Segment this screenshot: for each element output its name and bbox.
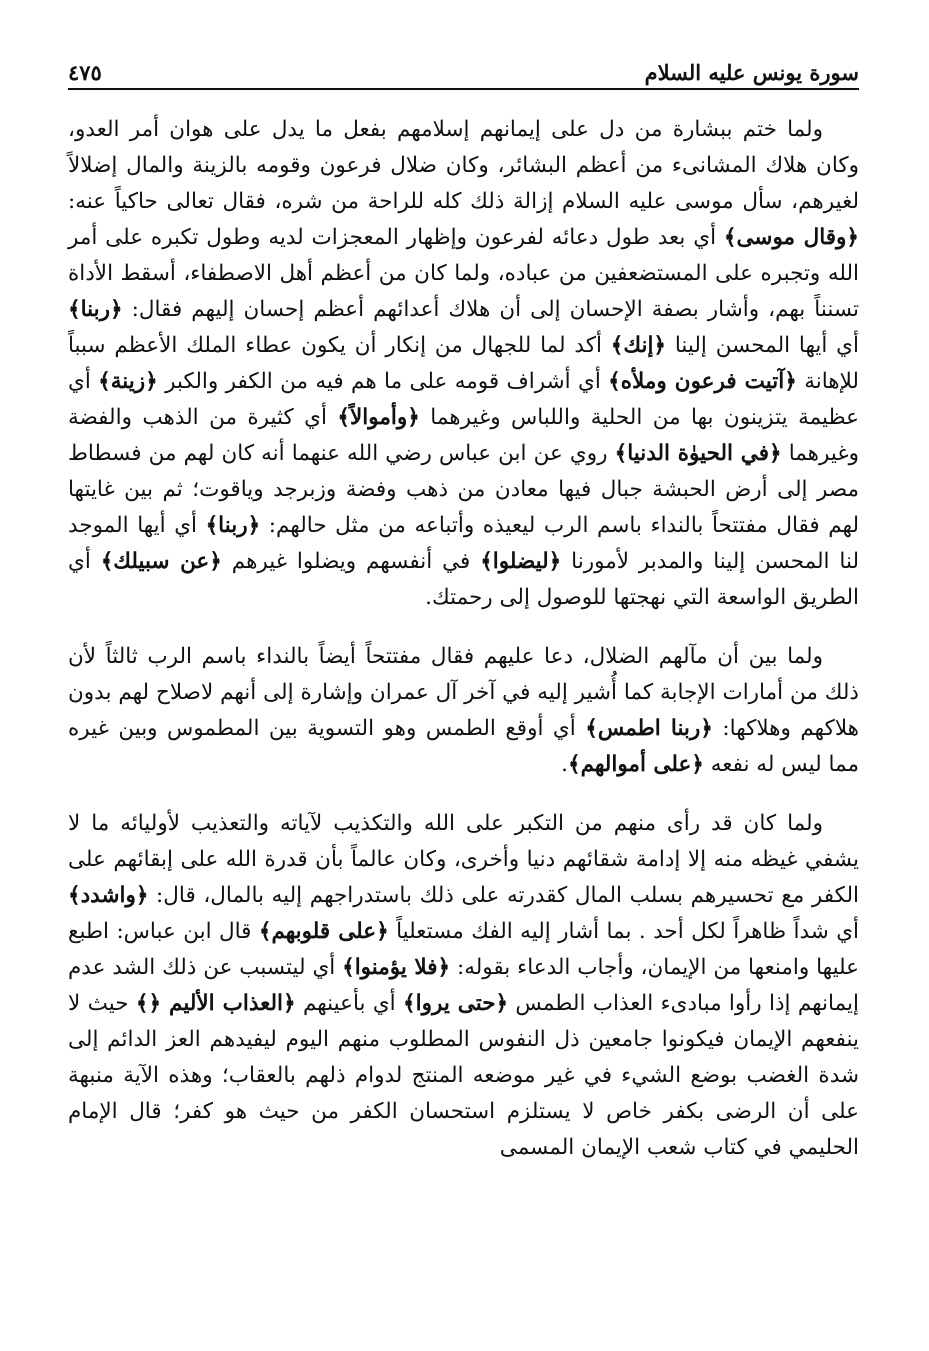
quran-quote: ﴿ربنا﴾ — [205, 513, 261, 538]
commentary-text: أي أوقع الطمس وهو التسوية بين المطموس وبين غيره مما ليس له نفعه — [68, 716, 859, 777]
quran-quote: ﴿إنك﴾ — [610, 333, 667, 358]
commentary-text: أي أيها الموجد لنا المحسن إلينا والمدبر لأمورنا — [68, 513, 860, 574]
commentary-text: أي ليتسبب عن ذلك الشد عدم إيمانهم إذا رأوا مبادىء العذاب الطمس — [68, 955, 859, 1016]
quran-quote: ﴿على أموالهم﴾ — [567, 752, 704, 777]
page-body — [68, 112, 859, 1166]
quran-quote: ﴿وأموالاً﴾ — [337, 405, 420, 430]
quran-quote: ﴿فلا يؤمنوا﴾ — [342, 955, 451, 980]
commentary-text: ولما كان قد رأى منهم من التكبر على الله والتكذيب لآياته والتعذيب لأوليائه ما لا يشفي غيظه منه إلا إدامة شقائهم دنيا وأخرى، وكان عالماً بأن قدرة الله على إبقائهم على الكفر مع تحسيرهم بسلب المال كقدرته على ذلك باستدراجهم إليه بالمال، قال: — [68, 811, 859, 908]
quran-quote: ﴿حتى يروا﴾ — [403, 991, 509, 1016]
commentary-text: ولما ختم ببشارة من دل على إيمانهم إسلامهم بفعل ما يدل على هوان أمر العدو، وكان هلاك المشانىء من أعظم البشائر، وكان ضلال فرعون وقومه بالزينة والمال إضلالاً لغيرهم، سأل موسى عليه السلام إزالة ذلك كله للراحة من شره، فقال تعالى حاكياً عنه: — [68, 117, 859, 214]
commentary-text: . — [561, 752, 568, 777]
quran-quote: ﴿في الحيوٰة الدنيا﴾ — [614, 441, 782, 466]
quran-quote: ﴿ليضلوا﴾ — [480, 549, 562, 574]
page-number: ٤٧٥ — [68, 60, 102, 85]
quran-quote: ﴿العذاب الأليم ﴿﴾ — [135, 991, 296, 1016]
commentary-text: أي أيها المحسن إلينا — [666, 333, 859, 358]
commentary-text: روي عن ابن عباس رضي الله عنهما أنه كان لهم من فسطاط مصر إلى أرض الحبشة جبال فيها معادن من ذهب وفضة وزبرجد وياقوت؛ ثم بين غايتها لهم فقال مفتتحاً بالنداء باسم الرب ليعيذه وأتباعه من مثل حالهم: — [68, 441, 860, 538]
commentary-text: أي شداً ظاهراً لكل أحد . بما أشار إليه الفك مستعلياً — [388, 919, 859, 944]
commentary-text: قال ابن عباس: اطبع عليها وامنعها من الإيمان، وأجاب الدعاء بقوله: — [68, 919, 860, 980]
quran-quote: ﴿ربنا اطمس﴾ — [585, 716, 713, 741]
commentary-text: في أنفسهم ويضلوا غيرهم — [221, 549, 481, 574]
quran-quote: ﴿ربنا﴾ — [68, 297, 123, 322]
header-rule — [68, 88, 859, 90]
quran-quote: ﴿زينة﴾ — [98, 369, 158, 394]
quran-quote: ﴿على قلوبهم﴾ — [258, 919, 389, 944]
commentary-text: أي أشراف قومه على ما هم فيه من الكفر والكبر — [157, 369, 609, 394]
commentary-text: أي الطريق الواسعة التي نهجتها للوصول إلى رحمتك. — [68, 549, 859, 610]
commentary-text: أي بعد طول دعائه لفرعون وإظهار المعجزات لديه وطول تكبره على أمر الله وتجبره على المستضعفين من عباده، ولما كان من أعظم أهل الاصطفاء، أسقط الأداة تسنناً بهم، وأشار بصفة الإحسان إلى أن هلاك أعدائهم أعظم إحسان إليهم فقال: — [68, 225, 859, 322]
quran-quote: ﴿عن سبيلك﴾ — [100, 549, 222, 574]
quran-quote: ﴿آتيت فرعون وملأه﴾ — [608, 369, 797, 394]
running-title: سورة يونس عليه السلام — [644, 60, 859, 85]
paragraph — [68, 112, 859, 616]
commentary-text: أكد لما للجهال من إنكار أن يكون عطاء الملك الأعظم سبباً للإهانة — [68, 333, 859, 394]
commentary-text: أي كثيرة من الذهب والفضة وغيرهما — [68, 405, 859, 466]
commentary-text: ولما بين أن مآلهم الضلال، دعا عليهم فقال مفتتحاً أيضاً بالنداء باسم الرب ثالثاً لأن ذلك من أمارات الإجابة كما أُشير إليه في آخر آل عمران وإشارة إلى أنهم لاصلاح لهم بدون هلاكهم وهلاكها: — [68, 644, 859, 741]
page-header — [68, 48, 859, 90]
quran-quote: ﴿واشدد﴾ — [68, 883, 149, 908]
commentary-text: أي عظيمة يتزينون بها من الحلية واللباس وغيرهما — [68, 369, 859, 430]
paragraph — [68, 806, 859, 1166]
commentary-text: أي بأعينهم — [295, 991, 403, 1016]
quran-quote: ﴿وقال موسى﴾ — [723, 225, 859, 250]
commentary-text: حيث لا ينفعهم الإيمان فيكونوا جامعين ذل النفوس المطلوب منهم اليوم ليفيدهم العز الدائم إلى شدة الغضب بوضع الشيء في غير موضعه المنتج لدوام ذلهم بالعقاب؛ وهذه الآية منبهة على أن الرضى بكفر خاص لا يستلزم استحسان الكفر من حيث هو كفر؛ قال الإمام الحليمي في كتاب شعب الإيمان المسمى — [68, 991, 859, 1160]
paragraph — [68, 639, 859, 783]
